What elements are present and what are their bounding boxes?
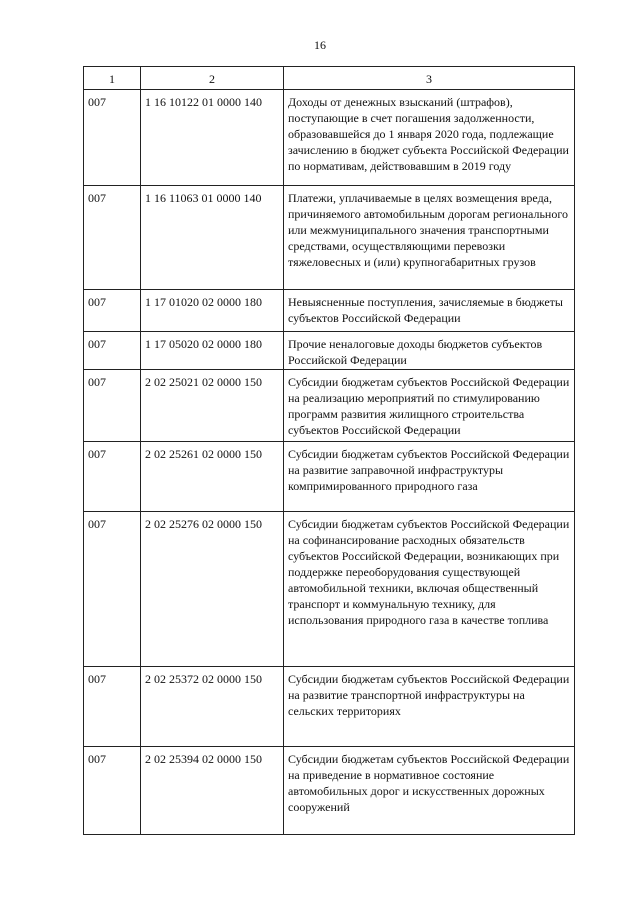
description-cell: Субсидии бюджетам субъектов Российской Федерации на развитие заправочной инфраструктуры компримированного природного газа bbox=[284, 442, 575, 512]
description-cell: Невыясненные поступления, зачисляемые в бюджеты субъектов Российской Федерации bbox=[284, 290, 575, 332]
admin-code-cell: 007 bbox=[84, 186, 141, 290]
budget-code-cell: 1 16 10122 01 0000 140 bbox=[141, 90, 284, 186]
budget-code-cell: 2 02 25394 02 0000 150 bbox=[141, 747, 284, 835]
admin-code-cell: 007 bbox=[84, 442, 141, 512]
table-row bbox=[84, 747, 575, 835]
budget-code-cell: 2 02 25261 02 0000 150 bbox=[141, 442, 284, 512]
header-col-3: 3 bbox=[284, 67, 575, 90]
table-row bbox=[84, 90, 575, 186]
admin-code-cell: 007 bbox=[84, 370, 141, 442]
revenue-codes-table bbox=[83, 66, 575, 835]
header-col-2: 2 bbox=[141, 67, 284, 90]
admin-code-cell: 007 bbox=[84, 90, 141, 186]
admin-code-cell: 007 bbox=[84, 512, 141, 667]
description-cell: Субсидии бюджетам субъектов Российской Федерации на приведение в нормативное состояние автомобильных дорог и искусственных дорожных сооружений bbox=[284, 747, 575, 835]
budget-code-cell: 2 02 25276 02 0000 150 bbox=[141, 512, 284, 667]
header-col-1: 1 bbox=[84, 67, 141, 90]
admin-code-cell: 007 bbox=[84, 290, 141, 332]
table-row bbox=[84, 667, 575, 747]
table-row bbox=[84, 290, 575, 332]
description-cell: Субсидии бюджетам субъектов Российской Федерации на реализацию мероприятий по стимулированию программ развития жилищного строительства субъектов Российской Федерации bbox=[284, 370, 575, 442]
budget-code-cell: 1 17 05020 02 0000 180 bbox=[141, 332, 284, 370]
description-cell: Платежи, уплачиваемые в целях возмещения вреда, причиняемого автомобильным дорогам регионального или межмуниципального значения транспортными средствами, осуществляющими перевозки тяжеловесных и (или) крупногабаритных грузов bbox=[284, 186, 575, 290]
table-header-row bbox=[84, 67, 575, 90]
description-cell: Субсидии бюджетам субъектов Российской Федерации на развитие транспортной инфраструктуры на сельских территориях bbox=[284, 667, 575, 747]
description-cell: Прочие неналоговые доходы бюджетов субъектов Российской Федерации bbox=[284, 332, 575, 370]
budget-code-cell: 2 02 25372 02 0000 150 bbox=[141, 667, 284, 747]
admin-code-cell: 007 bbox=[84, 747, 141, 835]
table-row bbox=[84, 332, 575, 370]
description-cell: Субсидии бюджетам субъектов Российской Федерации на софинансирование расходных обязательств субъектов Российской Федерации, возникающих при поддержке переоборудования существующей автомобильной техники, включая общественный транспорт и коммунальную технику, для использования природного газа в качестве топлива bbox=[284, 512, 575, 667]
page-number: 16 bbox=[314, 38, 326, 52]
table-row bbox=[84, 442, 575, 512]
table-row bbox=[84, 370, 575, 442]
budget-code-cell: 1 17 01020 02 0000 180 bbox=[141, 290, 284, 332]
admin-code-cell: 007 bbox=[84, 667, 141, 747]
table-row bbox=[84, 186, 575, 290]
budget-code-cell: 1 16 11063 01 0000 140 bbox=[141, 186, 284, 290]
admin-code-cell: 007 bbox=[84, 332, 141, 370]
description-cell: Доходы от денежных взысканий (штрафов), поступающие в счет погашения задолженности, образовавшейся до 1 января 2020 года, подлежащие зачислению в бюджет субъекта Российской Федерации по нормативам, действовавшим в 2019 году bbox=[284, 90, 575, 186]
table-row bbox=[84, 512, 575, 667]
budget-code-cell: 2 02 25021 02 0000 150 bbox=[141, 370, 284, 442]
